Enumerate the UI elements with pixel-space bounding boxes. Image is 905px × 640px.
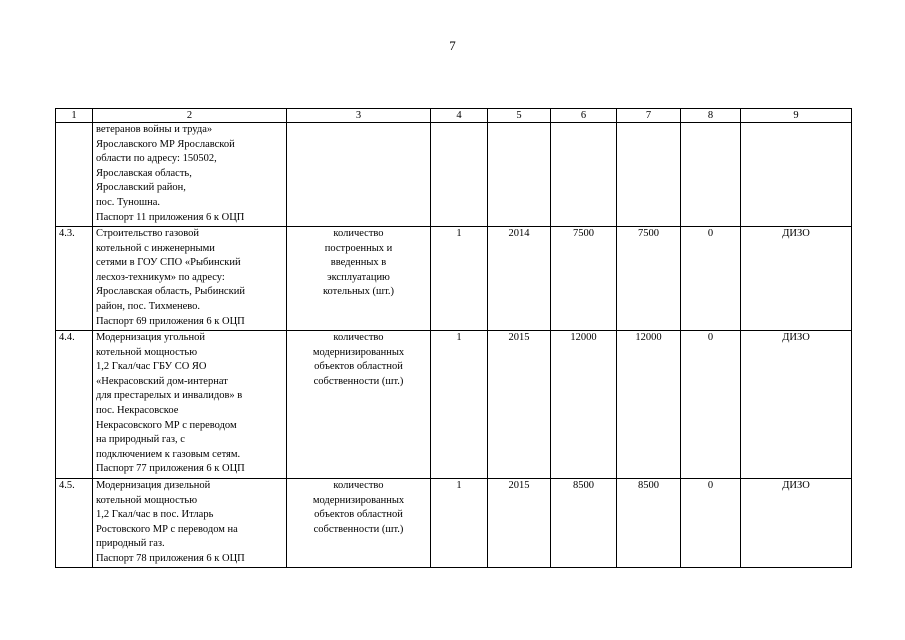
value-cell: 7500 (551, 227, 617, 331)
executor-cell: ДИЗО (741, 479, 852, 568)
row-number-cell: 4.4. (56, 331, 93, 479)
indicator-cell (287, 123, 431, 227)
table-header-row (56, 109, 852, 123)
value-cell (551, 123, 617, 227)
indicator-cell: количество построенных и введенных в эксплуатацию котельных (шт.) (287, 227, 431, 331)
header-cell: 6 (551, 109, 617, 123)
table-row (56, 331, 852, 479)
header-cell: 1 (56, 109, 93, 123)
year-cell: 2015 (488, 479, 551, 568)
table-row (56, 123, 852, 227)
value-cell: 8500 (551, 479, 617, 568)
header-cell: 9 (741, 109, 852, 123)
row-number-cell: 4.5. (56, 479, 93, 568)
value-cell: 7500 (617, 227, 681, 331)
indicator-cell: количество модернизированных объектов областной собственности (шт.) (287, 479, 431, 568)
header-cell: 4 (431, 109, 488, 123)
table-row (56, 227, 852, 331)
measure-name-cell: ветеранов войны и труда» Ярославского МР Ярославской области по адресу: 150502, Ярославская область, Ярославский район, пос. Туношна. Паспорт 11 приложения 6 к ОЦП (93, 123, 287, 227)
value-cell: 0 (681, 331, 741, 479)
value-cell: 1 (431, 227, 488, 331)
measure-name-cell: Строительство газовой котельной с инженерными сетями в ГОУ СПО «Рыбинский лесхоз-техникум» по адресу: Ярославская область, Рыбинский район, пос. Тихменево. Паспорт 69 приложения 6 к ОЦП (93, 227, 287, 331)
row-number-cell: 4.3. (56, 227, 93, 331)
header-cell: 5 (488, 109, 551, 123)
year-cell (488, 123, 551, 227)
table-row (56, 479, 852, 568)
year-cell: 2015 (488, 331, 551, 479)
value-cell: 0 (681, 227, 741, 331)
value-cell: 0 (681, 479, 741, 568)
measure-name-cell: Модернизация дизельной котельной мощностью 1,2 Гкал/час в пос. Итларь Ростовского МР с переводом на природный газ. Паспорт 78 приложения 6 к ОЦП (93, 479, 287, 568)
header-cell: 2 (93, 109, 287, 123)
page-number: 7 (449, 38, 456, 53)
value-cell (617, 123, 681, 227)
year-cell: 2014 (488, 227, 551, 331)
header-cell: 7 (617, 109, 681, 123)
indicator-cell: количество модернизированных объектов областной собственности (шт.) (287, 331, 431, 479)
value-cell: 1 (431, 331, 488, 479)
executor-cell: ДИЗО (741, 331, 852, 479)
header-cell: 8 (681, 109, 741, 123)
value-cell (681, 123, 741, 227)
measure-name-cell: Модернизация угольной котельной мощностью 1,2 Гкал/час ГБУ СО ЯО «Некрасовский дом-интернат для престарелых и инвалидов» в пос. Некрасовское Некрасовского МР с переводом на природный газ, с подключением к газовым сетям. Паспорт 77 приложения 6 к ОЦП (93, 331, 287, 479)
value-cell: 12000 (551, 331, 617, 479)
executor-cell (741, 123, 852, 227)
executor-cell: ДИЗО (741, 227, 852, 331)
row-number-cell (56, 123, 93, 227)
value-cell: 12000 (617, 331, 681, 479)
value-cell: 8500 (617, 479, 681, 568)
value-cell (431, 123, 488, 227)
value-cell: 1 (431, 479, 488, 568)
header-cell: 3 (287, 109, 431, 123)
document-table (55, 108, 852, 568)
